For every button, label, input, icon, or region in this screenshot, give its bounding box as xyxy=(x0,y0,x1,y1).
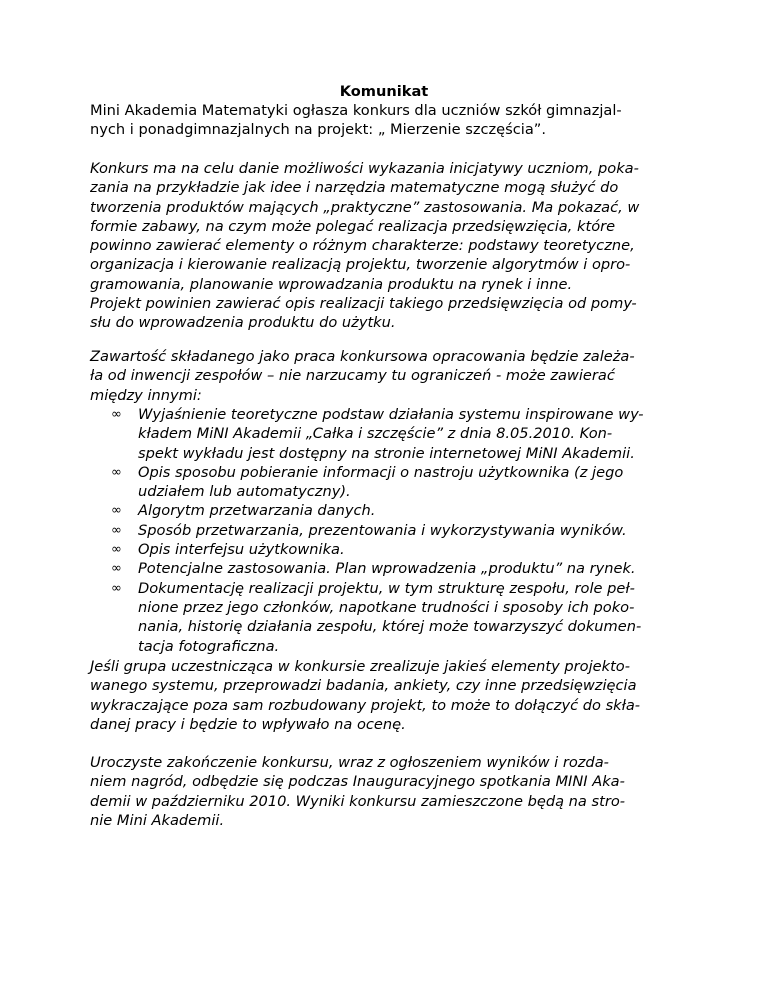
content-paragraph xyxy=(90,347,690,405)
extras-paragraph xyxy=(90,657,690,734)
list-item xyxy=(90,405,690,463)
text-line: nie Mini Akademii. xyxy=(90,811,225,829)
text-line: formie zabawy, na czym może polegać realizacja przedsięwzięcia, które xyxy=(90,217,616,235)
list-item-line: ∞ Opis sposobu pobieranie informacji o nastroju użytkownika (z jego xyxy=(111,463,624,481)
list-item xyxy=(90,540,690,559)
text-line: zania na przykładzie jak idee i narzędzia matematyczne mogą służyć do xyxy=(90,179,619,197)
list-item-line: ∞ Potencjalne zastosowania. Plan wprowadzenia „produktu” na rynek. xyxy=(111,560,636,578)
intro-paragraph xyxy=(90,101,690,140)
list-item xyxy=(90,559,690,578)
list-item xyxy=(90,463,690,502)
text-line: powinno zawierać elementy o różnym charakterze: podstawy teoretyczne, xyxy=(90,237,635,255)
infinity-bullet-icon: ∞ xyxy=(111,580,122,596)
text-line: między innymi: xyxy=(90,386,202,404)
text-line: wanego systemu, przeprowadzi badania, ankiety, czy inne przedsięwzięcia xyxy=(90,677,637,695)
text-line: Uroczyste zakończenie konkursu, wraz z ogłoszeniem wyników i rozda- xyxy=(90,754,609,771)
list-item-line: nione przez jego członków, napotkane trudności i sposoby ich poko- xyxy=(138,598,635,616)
infinity-bullet-icon: ∞ xyxy=(111,503,122,519)
closing-paragraph xyxy=(90,753,690,830)
list-item-line: ∞ Sposób przetwarzania, prezentowania i wykorzystywania wyników. xyxy=(111,521,627,539)
list-item-line: ∞ Algorytm przetwarzania danych. xyxy=(111,502,376,520)
list-item-line: ∞ Opis interfejsu użytkownika. xyxy=(111,541,345,559)
text-line: niem nagród, odbędzie się podczas Inauguracyjnego spotkania MINI Aka- xyxy=(90,773,625,791)
infinity-bullet-icon: ∞ xyxy=(111,407,122,422)
list-item-line: ∞ Dokumentację realizacji projektu, w tym strukturę zespołu, role peł- xyxy=(111,579,635,597)
list-item xyxy=(90,521,690,540)
text-line: organizacja i kierowanie realizacją projektu, tworzenie algorytmów i opro- xyxy=(90,256,631,274)
document-title: Komunikat xyxy=(339,83,429,100)
list-item xyxy=(90,501,690,520)
list-item-line: tacja fotograficzna. xyxy=(138,637,280,655)
text-line: danej pracy i będzie to wpływało na ocenę. xyxy=(90,715,406,733)
text-line: Projekt powinien zawierać opis realizacji takiego przedsięwzięcia od pomy- xyxy=(90,295,637,313)
list-item-line: nania, historię działania zespołu, której może towarzyszyć dokumen- xyxy=(138,618,642,636)
text-line: demii w październiku 2010. Wyniki konkursu zamieszczone będą na stro- xyxy=(90,792,626,810)
bullet-list xyxy=(90,405,690,656)
list-item-line: spekt wykładu jest dostępny na stronie internetowej MiNI Akademii. xyxy=(138,444,635,462)
list-item-line: ∞ Wyjaśnienie teoretyczne podstaw działania systemu inspirowane wy- xyxy=(111,406,644,423)
infinity-bullet-icon: ∞ xyxy=(111,561,122,577)
text-line: wykraczające poza sam rozbudowany projekt, to może to dołączyć do skła- xyxy=(90,696,641,714)
goal-paragraph xyxy=(90,159,690,333)
text-line: Mini Akademia Matematyki ogłasza konkurs dla uczniów szkół gimnazjal- xyxy=(90,102,622,119)
text-line: ła od inwencji zespołów – nie narzucamy tu ograniczeń - może zawierać xyxy=(90,367,615,385)
list-item xyxy=(90,579,690,656)
text-line: Jeśli grupa uczestnicząca w konkursie zrealizuje jakieś elementy projekto- xyxy=(90,658,630,675)
infinity-bullet-icon: ∞ xyxy=(111,464,122,480)
text-line: Zawartość składanego jako praca konkursowa opracowania będzie zależa- xyxy=(90,348,635,365)
infinity-bullet-icon: ∞ xyxy=(111,522,122,538)
text-line: słu do wprowadzenia produktu do użytku. xyxy=(90,314,396,332)
text-line: gramowania, planowanie wprowadzania produktu na rynek i inne. xyxy=(90,275,573,293)
list-item-line: kładem MiNI Akademii „Całka i szczęście” z dnia 8.05.2010. Kon- xyxy=(138,425,613,443)
text-line: nych i ponadgimnazjalnych na projekt: „ Mierzenie szczęścia”. xyxy=(90,121,546,139)
text-line: tworzenia produktów mających „praktyczne” zastosowania. Ma pokazać, w xyxy=(90,198,640,216)
list-item-line: udziałem lub automatyczny). xyxy=(138,483,351,501)
infinity-bullet-icon: ∞ xyxy=(111,542,122,558)
text-line: Konkurs ma na celu danie możliwości wykazania inicjatywy uczniom, poka- xyxy=(90,160,639,177)
